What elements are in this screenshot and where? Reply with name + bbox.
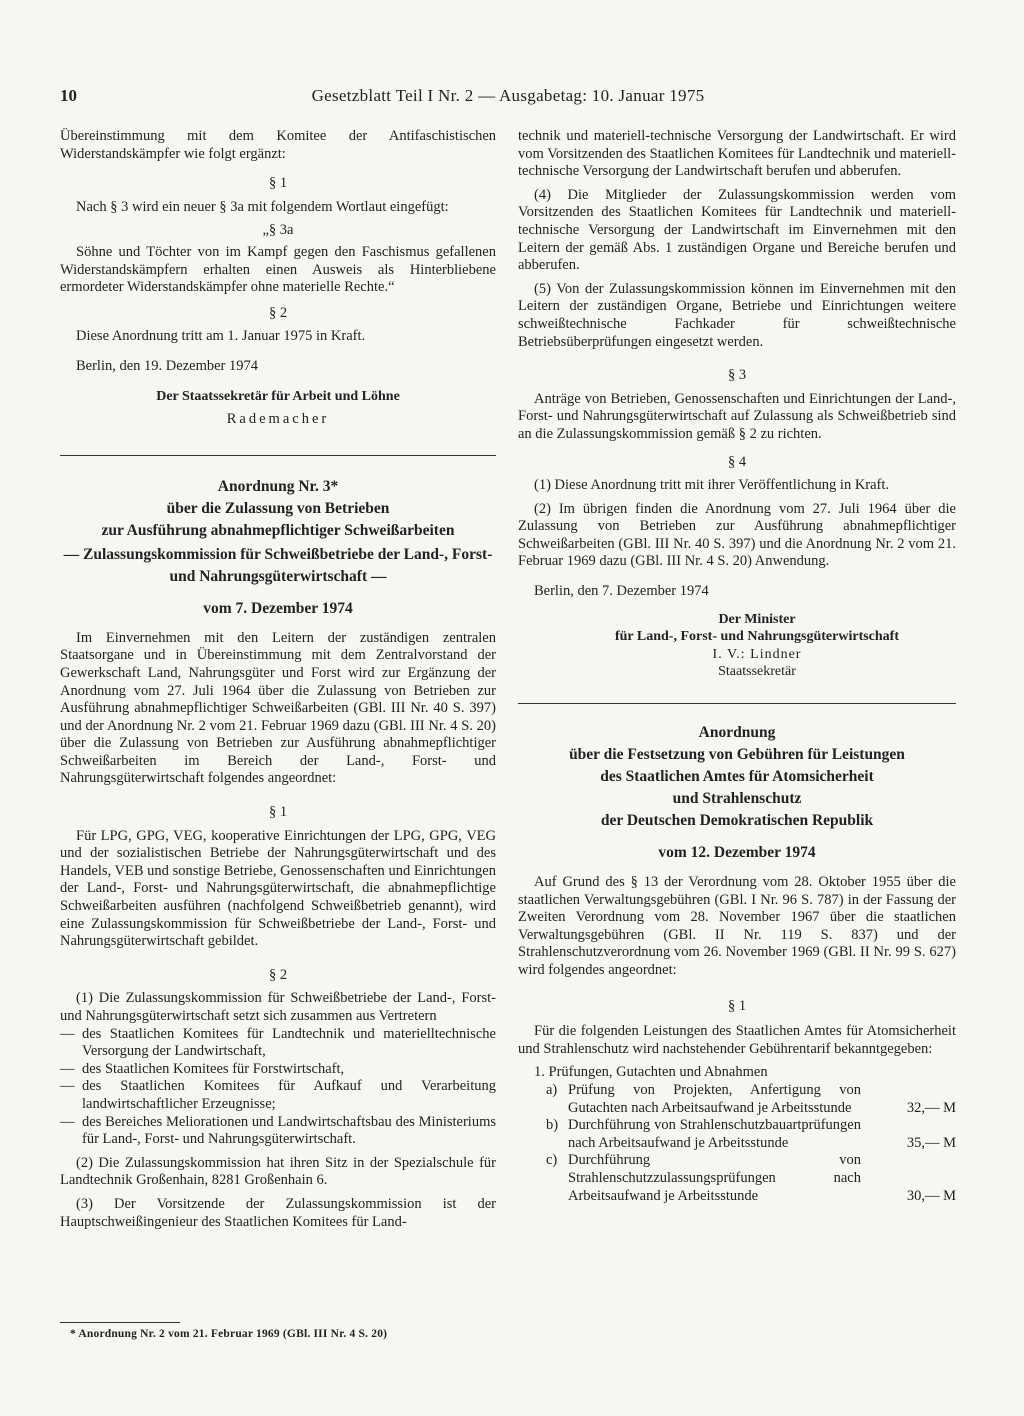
section-4-para-2: (2) Im übrigen finden die Anordnung vom 27. Juli 1964 über die Zulassung von Betrieben zur Ausführung abnahmepflichtiger Schweißarbeiten (GBl. III Nr. 40 S. 397) und die Anordnung Nr. 2 vom 21. Februar 1969 dazu (GBl. III Nr. 4 S. 20) Anwendung. (518, 500, 956, 570)
section-2-para-3-continued: technik und materiell-technische Versorgung der Landwirtschaft. Er wird vom Vorsitzenden des Staatlichen Komitees für Landtechnik und materiell-technische Versorgung der Landwirtschaft berufen und abberufen. (518, 128, 956, 180)
section-4-para-1: (1) Diese Anordnung tritt mit ihrer Veröffentlichung in Kraft. (534, 477, 890, 494)
fee-item-price: 35,— M (906, 1134, 956, 1151)
list-item (60, 1026, 496, 1061)
signer-name: Rademacher (226, 411, 330, 428)
signer-title: Der Staatssekretär für Arbeit und Löhne (156, 388, 400, 404)
fee-item (518, 1152, 956, 1205)
ordinance-preamble: Auf Grund des § 13 der Verordnung vom 28. Oktober 1955 über die staatlichen Verwaltungsgebühren (GBl. I Nr. 96 S. 787) in der Fassung der Zweiten Verordnung vom 28. November 1967 über die staatlichen Verwaltungsgebühren (GBl. II Nr. 119 S. 837) und der Strahlenschutzverordnung vom 26. November 1969 (GBl. II Nr. 99 S. 627) wird folgendes angeordnet: (518, 874, 956, 978)
dash-marker: — (60, 1113, 75, 1130)
fee-item-price: 32,— M (906, 1099, 956, 1116)
running-header: Gesetzblatt Teil I Nr. 2 — Ausgabetag: 10. Januar 1975 (311, 86, 705, 105)
list-item-text: des Bereiches Meliorationen und Landwirtschaftsbau des Ministeriums für Land-, Forst- und Nahrungsgüterwirtschaft. (82, 1113, 496, 1148)
signer-line-1: Der Minister (718, 611, 796, 627)
ordinance-title-line-5: der Deutschen Demokratischen Republik (600, 812, 874, 830)
ordinance-section-1-heading: § 1 (727, 997, 747, 1014)
section-1-heading: § 1 (268, 175, 288, 192)
section-2-heading: § 2 (268, 304, 288, 321)
left-column (60, 128, 496, 1231)
list-item (60, 1061, 496, 1079)
footnote: * Anordnung Nr. 2 vom 21. Februar 1969 (GBl. III Nr. 4 S. 20) (70, 1328, 388, 1340)
section-3-text: Anträge von Betrieben, Genossenschaften und Einrichtungen der Land-, Forst- und Nahrungsgüterwirtschaft auf Zulassung als Schweißbetrieb sind an die Zulassungskommission gemäß § 2 zu richten. (518, 390, 956, 442)
place-date: Berlin, den 19. Dezember 1974 (76, 357, 259, 374)
fee-item (518, 1082, 956, 1117)
ordinance-3-title-line-1: Anordnung Nr. 3* (217, 477, 339, 495)
place-date-right: Berlin, den 7. Dezember 1974 (534, 583, 709, 600)
ordinance-3-section-1-heading: § 1 (268, 804, 288, 821)
ordinance-3-section-2-para-1: (1) Die Zulassungskommission für Schweißbetriebe der Land-, Forst- und Nahrungsgüterwirtschaft setzt sich zusammen aus Vertretern (60, 990, 496, 1024)
list-item-text: des Staatlichen Komitees für Landtechnik und materielltechnische Versorgung der Landwirtschaft, (82, 1025, 496, 1060)
ordinance-title-line-4: und Strahlenschutz (672, 790, 802, 808)
footnote-rule (60, 1322, 180, 1323)
ordinance-section-1-text: Für die folgenden Leistungen des Staatlichen Amtes für Atomsicherheit und Strahlenschutz wird nachstehender Gebührentarif bekanntgegeben: (518, 1023, 956, 1057)
fee-list-heading: 1. Prüfungen, Gutachten und Abnahmen (534, 1064, 768, 1081)
fee-item-text: Durchführung von Strahlenschutzzulassungsprüfungen nach Arbeitsaufwand je Arbeitsstunde (568, 1152, 861, 1204)
dash-marker: — (60, 1078, 75, 1095)
ordinance-3-section-2-para-2: (2) Die Zulassungskommission hat ihren Sitz in der Spezialschule für Landtechnik Großenhain, 8281 Großenhain 6. (60, 1154, 496, 1189)
ordinance-title-line-3: des Staatlichen Amtes für Atomsicherheit (600, 768, 874, 786)
section-3a-text: Söhne und Töchter von im Kampf gegen den Faschismus gefallenen Widerstandskämpfern erhalten einen Ausweis als Hinterbliebene ermordeter Widerstandskämpfer ohne materielle Rechte.“ (60, 243, 496, 296)
ordinance-3-section-1-text: Für LPG, GPG, VEG, kooperative Einrichtungen der LPG, GPG, VEG und der sozialistischen Betriebe der Nahrungsgüterwirtschaft und des Handels, VEB und sonstige Betriebe, Genossenschaften und Einrichtungen der Land-, Forst- und Nahrungsgüterwirtschaft, die abnahmepflichtige Schweißarbeiten ausführen (nachfolgend Schweißbetrieb genannt), wird eine Zulassungskommission für Schweißbetriebe der Land-, Forst- und Nahrungsgüterwirtschaft gebildet. (60, 827, 496, 950)
fee-item-price: 30,— M (906, 1187, 956, 1204)
ordinance-3-date: vom 7. Dezember 1974 (203, 599, 353, 617)
signature-block (518, 611, 956, 681)
fee-item-label: a) (546, 1081, 558, 1098)
fee-item (518, 1117, 956, 1152)
section-1-text: Nach § 3 wird ein neuer § 3a mit folgendem Wortlaut eingefügt: (76, 198, 449, 215)
ordinance-3-preamble: Im Einvernehmen mit den Leitern der zuständigen zentralen Staatsorgane und in Übereinstimmung mit dem Zentralvorstand der Gewerkschaft Land, Nahrungsgüter und Forst wird zur Ergänzung der Anordnung vom 27. Juli 1964 über die Zulassung von Betrieben zur Ausführung abnahmepflichtiger Schweißarbeiten (GBl. III Nr. 40 S. 397) und der Anordnung Nr. 2 vom 21. Februar 1969 dazu (GBl. III Nr. 4 S. 20) über die Zulassung von Betrieben zur Ausführung abnahmepflichtiger Schweißarbeiten im Bereich der Land-, Forst- und Nahrungsgüterwirtschaft folgendes angeordnet: (60, 629, 496, 787)
list-item (60, 1114, 496, 1149)
page-number: 10 (60, 86, 77, 105)
ordinance-3-title-line-3: zur Ausführung abnahmepflichtiger Schweißarbeiten (101, 521, 455, 539)
list-item-text: des Staatlichen Komitees für Aufkauf und Verarbeitung landwirtschaftlicher Erzeugnisse; (82, 1078, 496, 1112)
left-intro: Übereinstimmung mit dem Komitee der Antifaschistischen Widerstandskämpfer wie folgt ergänzt: (60, 128, 496, 162)
section-2-para-5: (5) Von der Zulassungskommission können im Einvernehmen mit den Leitern der zuständigen Organe, Betriebe und Einrichtungen weitere schweißtechnische Fachkader für schweißtechnische Betriebsüberprüfungen eingesetzt werden. (518, 280, 956, 350)
signer-line-3: I. V.: Lindner (712, 646, 802, 662)
fee-item-text: Prüfung von Projekten, Anfertigung von Gutachten nach Arbeitsaufwand je Arbeitsstunde (568, 1081, 861, 1116)
ordinance-3-section-2-heading: § 2 (268, 966, 288, 983)
ordinance-date: vom 12. Dezember 1974 (658, 844, 816, 862)
section-3a-heading: „§ 3a (262, 222, 294, 239)
signer-line-4: Staatssekretär (718, 664, 796, 680)
section-2-text: Diese Anordnung tritt am 1. Januar 1975 in Kraft. (76, 328, 366, 345)
list-item (60, 1078, 496, 1113)
fee-item-label: b) (546, 1117, 559, 1134)
fee-item-label: c) (546, 1152, 558, 1169)
section-3-heading: § 3 (727, 367, 747, 384)
list-item-text: des Staatlichen Komitees für Forstwirtschaft, (82, 1060, 345, 1077)
ordinance-3-title-line-2: über die Zulassung von Betrieben (166, 499, 390, 517)
ordinance-title-line-2: über die Festsetzung von Gebühren für Leistungen (569, 746, 905, 764)
dash-marker: — (60, 1025, 75, 1042)
right-column (518, 128, 956, 1205)
fee-item-text: Durchführung von Strahlenschutzbauartprüfungen nach Arbeitsaufwand je Arbeitsstunde (568, 1117, 861, 1151)
divider (60, 455, 496, 456)
dash-marker: — (60, 1060, 75, 1077)
ordinance-3-subtitle: — Zulassungskommission für Schweißbetriebe der Land-, Forst- und Nahrungsgüterwirtschaft — (63, 545, 493, 585)
signer-line-2: für Land-, Forst- und Nahrungsgüterwirtschaft (614, 629, 900, 645)
divider-right (518, 703, 956, 704)
ordinance-title-line-1: Anordnung (698, 724, 776, 742)
section-2-para-4: (4) Die Mitglieder der Zulassungskommission werden vom Vorsitzenden des Staatlichen Komitees für Landtechnik und materiell-technische Versorgung der Landwirtschaft im Einvernehmen mit den Leitern der gemäß Abs. 1 zuständigen Organe und Bereiche berufen und abberufen. (518, 186, 956, 274)
ordinance-3-section-2-para-3: (3) Der Vorsitzende der Zulassungskommission ist der Hauptschweißingenieur des Staatlichen Komitees für Land- (60, 1195, 496, 1230)
section-4-heading: § 4 (727, 453, 747, 470)
